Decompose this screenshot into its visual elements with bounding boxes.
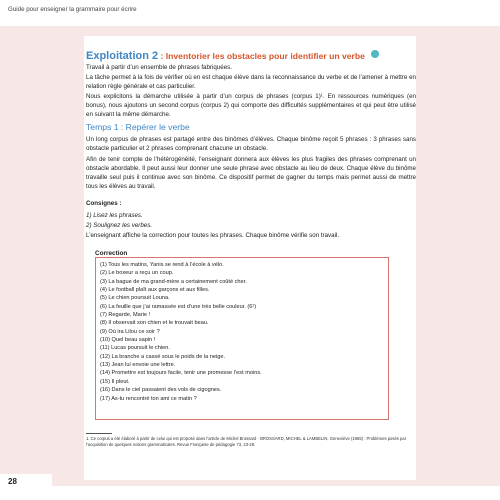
correction-line: (15) Il pleut. <box>100 378 130 385</box>
correction-line: (7) Regarde, Marie ! <box>100 312 151 319</box>
correction-list <box>100 261 388 403</box>
exercise-heading <box>86 46 416 64</box>
intro-paragraph-1: Travail à partir d’un ensemble de phrases fabriquées. <box>86 64 232 71</box>
digital-bonus-icon <box>371 50 379 58</box>
consigne-item-2: 2) Soulignez les verbes. <box>86 222 153 229</box>
correction-line: (17) As-tu rencontré ton ami ce matin ? <box>100 395 197 402</box>
consignes-label: Consignes : <box>86 200 122 207</box>
correction-box <box>95 257 389 420</box>
correction-line: (13) Jean lui envoie une lettre. <box>100 362 176 369</box>
correction-line: (16) Dans le ciel passaient des vols de cigognes. <box>100 387 222 394</box>
correction-line: (11) Lucas poursuit le chien. <box>100 345 170 352</box>
running-head: Guide pour enseigner la grammaire pour écrire <box>8 6 137 13</box>
correction-label: Correction <box>95 250 128 257</box>
section-title: Temps 1 : Repérer le verbe <box>86 122 190 132</box>
correction-line: (9) Où ira Lilou ce soir ? <box>100 328 160 335</box>
correction-line: (4) Le football plaît aux garçons et aux filles. <box>100 287 210 294</box>
exercise-number: Exploitation 2 <box>86 50 159 62</box>
section-paragraph-1: Un long corpus de phrases est partagé entre des binômes d’élèves. Chaque binôme reçoit 5 phrases : 3 phrases sans obstacle particulier et 2 phrases comprenant chacune un obstacle. <box>86 136 416 152</box>
consigne-item-1: 1) Lisez les phrases. <box>86 212 143 219</box>
correction-line: (5) Le chien poursuit Louna. <box>100 295 170 302</box>
consignes-after: L’enseignant affiche la correction pour toutes les phrases. Chaque binôme vérifie son travail. <box>86 232 340 239</box>
correction-line: (12) La branche a cassé sous le poids de la neige. <box>100 353 226 360</box>
section-paragraph-2: Afin de tenir compte de l’hétérogénéité, l’enseignant donnera aux élèves les plus fragiles des phrases comprenant un obstacle abordable. Il peut aussi leur donner une seule phrase avec obstacle au lieu de deux. Chaque élève du binôme travaille seul puis il continue avec son binôme. Ce dispositif permet de gagner du temps mais permet aussi de mettre tous les élèves au travail. <box>86 156 416 190</box>
intro-paragraph-2: La tâche permet à la fois de vérifier où en est chaque élève dans la reconnaissance du verbe et de l’amener à mettre en relation règle générale et cas particulier. <box>86 74 416 90</box>
footnote-rule <box>86 433 112 434</box>
bottom-bar <box>0 486 500 500</box>
correction-line: (8) Il observait son chien et le trouvait beau. <box>100 320 209 327</box>
intro-paragraph-3: Nous explicitons la démarche utilisée à partir d’un corpus de phrases (corpus 1)¹. En ressources numériques (en bonus), nous ajoutons un second corpus (corpus 2) qui comporte des difficultés supplémentaires et qui peut être utilisé en suivant la même démarche. <box>86 93 416 118</box>
correction-line: (10) Quel beau sapin ! <box>100 337 156 344</box>
correction-line: (6) La feuille que j’ai ramassée est d’une très belle couleur. (6¹) <box>100 303 257 310</box>
correction-line: (2) Le boxeur a reçu un coup. <box>100 270 174 277</box>
top-bar <box>0 0 500 26</box>
exercise-title: : Inventorier les obstacles pour identifier un verbe <box>158 51 365 61</box>
page-number: 28 <box>8 477 17 486</box>
correction-line: (3) La bague de ma grand-mère a certainement coûté cher. <box>100 278 247 285</box>
correction-line: (1) Tous les matins, Yanis se rend à l’école à vélo. <box>100 262 224 268</box>
footnote: 1. Ce corpus a été élaboré à partir de celui qui est proposé dans l’article de Michel Brossard · BROSSARD, MICHEL & LAMBELIN, Geneviève (1985) : Problèmes posés par l’acquisition de quelques notions grammaticales. Revue Française de pédagogie 73, 23-28. <box>86 436 407 447</box>
correction-line: (14) Promettre est toujours facile, tenir une promesse l’est moins. <box>100 370 262 377</box>
